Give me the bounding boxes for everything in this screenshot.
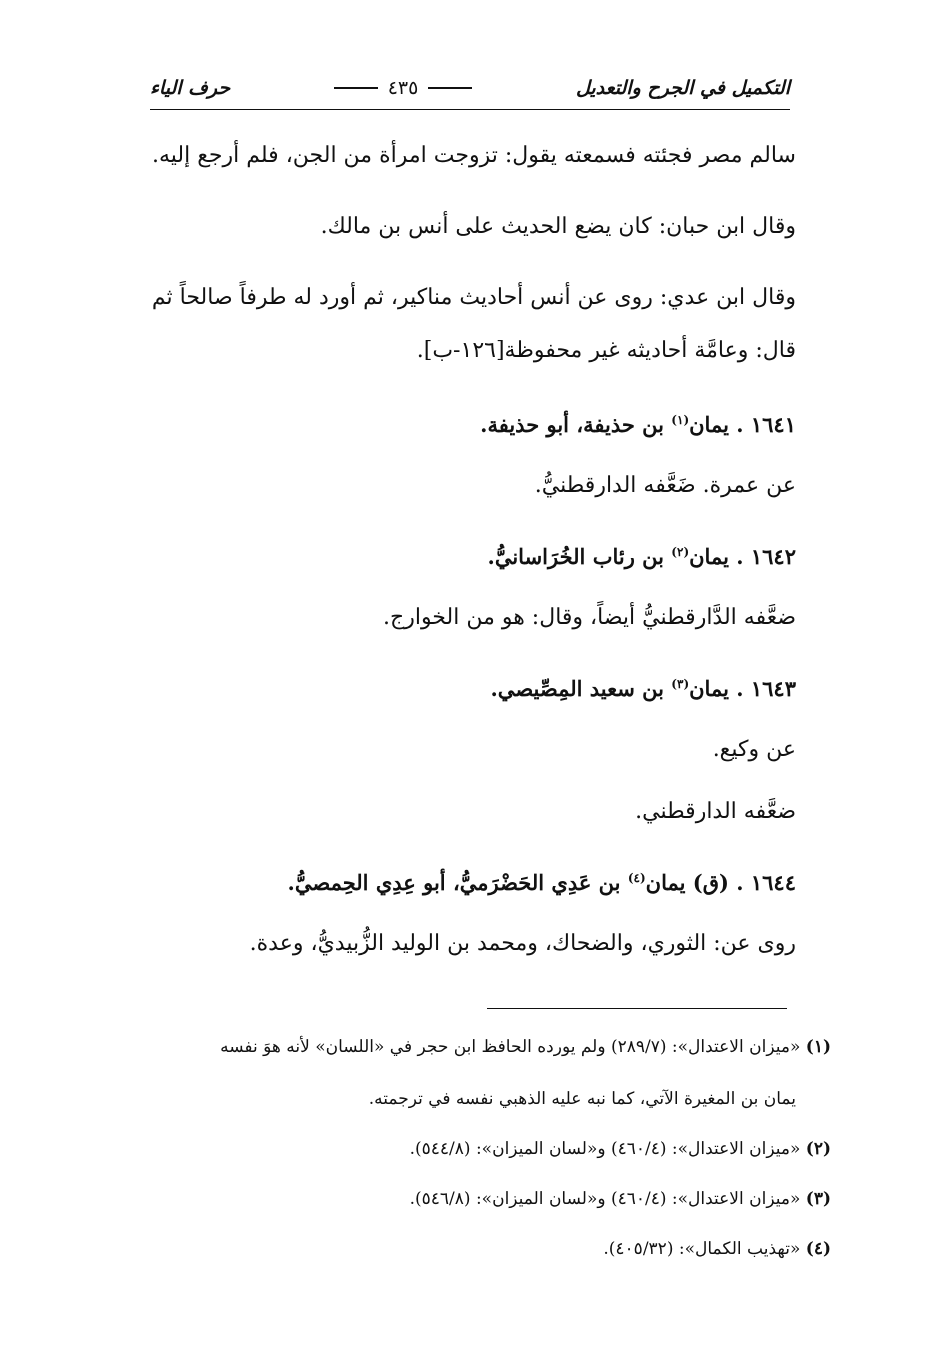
footnote-1-continuation: يمان بن المغيرة الآتي، كما نبه عليه الذهبي نفسه في ترجمته.: [368, 1089, 796, 1109]
entry-number: ١٦٤٣ . يمان: [689, 676, 796, 701]
text-line: روى عن: الثوري، والضحاك، ومحمد بن الوليد الزُّبيديُّ، وعدة.: [249, 931, 796, 956]
footnote-1: [98, 1032, 831, 1062]
footnote-text: «ميزان الاعتدال»: (٤٦٠/٤) و«لسان الميزان»: (٥٤٤/٨).: [409, 1139, 801, 1159]
footnote-3: [98, 1184, 831, 1214]
footnote-number: (١): [805, 1037, 831, 1057]
text-line: ضعَّفه الدَّارقطنيُّ أيضاً، وقال: هو من الخوارج.: [383, 605, 796, 630]
text-line: وقال ابن حبان: كان يضع الحديث على أنس بن مالك.: [320, 214, 796, 239]
entry-name: بن عَدِي الحَضْرَميُّ، أبو عِدِي الحِمصيُّ.: [287, 870, 628, 895]
entry-heading-1643: [100, 666, 796, 707]
footnote-marker: (١): [671, 413, 690, 427]
footnote-marker: (٣): [671, 677, 690, 691]
footnote-marker: (٤): [627, 871, 646, 885]
footnote-marker: (٢): [671, 545, 690, 559]
text-line: ضعَّفه الدارقطني.: [635, 799, 796, 824]
footnote-text: «ميزان الاعتدال»: (٢٨٩/٧) ولم يورده الحافظ ابن حجر في «اللسان» لأنه هوَ نفسه: [220, 1037, 801, 1057]
footnote-number: (٢): [805, 1139, 831, 1159]
footnote-2: [98, 1134, 831, 1164]
entry-name: بن سعيد المِصِّيصي.: [490, 676, 672, 701]
text-line: قال: وعامَّة أحاديثه غير محفوظة[١٢٦-ب].: [416, 338, 796, 363]
footnote-text: «تهذيب الكمال»: (٤٠٥/٣٢).: [603, 1239, 801, 1259]
section-title: حرف الياء: [150, 76, 231, 99]
running-header: [150, 70, 790, 110]
entry-number: ١٦٤٤ . (ق) يمان: [645, 870, 796, 895]
entry-number: ١٦٤٢ . يمان: [689, 544, 796, 569]
header-dash: [428, 87, 472, 89]
footnote-number: (٣): [805, 1189, 831, 1209]
entry-heading-1641: [100, 402, 796, 443]
header-dash: [334, 87, 378, 89]
footnote-number: (٤): [805, 1239, 831, 1259]
text-line: وقال ابن عدي: روى عن أنس أحاديث مناكير، ثم أورد له طرفاً صالحاً ثم: [151, 285, 796, 310]
entry-heading-1644: [100, 860, 796, 901]
page-number-group: [334, 77, 473, 99]
footnote-4: [98, 1234, 831, 1264]
footnote-separator: [487, 1008, 787, 1009]
entry-name: بن رئاب الخُرَاسانيُّ.: [487, 544, 672, 569]
entry-number: ١٦٤١ . يمان: [689, 412, 796, 437]
footnote-text: «ميزان الاعتدال»: (٤٦٠/٤) و«لسان الميزان»: (٥٤٦/٨).: [409, 1189, 801, 1209]
entry-name: بن حذيفة، أبو حذيفة.: [480, 412, 672, 437]
text-line: سالم مصر فجئته فسمعته يقول: تزوجت امرأة من الجن، فلم أرجع إليه.: [151, 143, 796, 168]
entry-heading-1642: [100, 534, 796, 575]
text-line: عن عمرة. ضَعَّفه الدارقطنيُّ.: [534, 473, 796, 498]
book-title: التكميل في الجرح والتعديل: [575, 76, 790, 99]
text-line: عن وكيع.: [712, 737, 796, 762]
page-number: ٤٣٥: [387, 76, 419, 99]
